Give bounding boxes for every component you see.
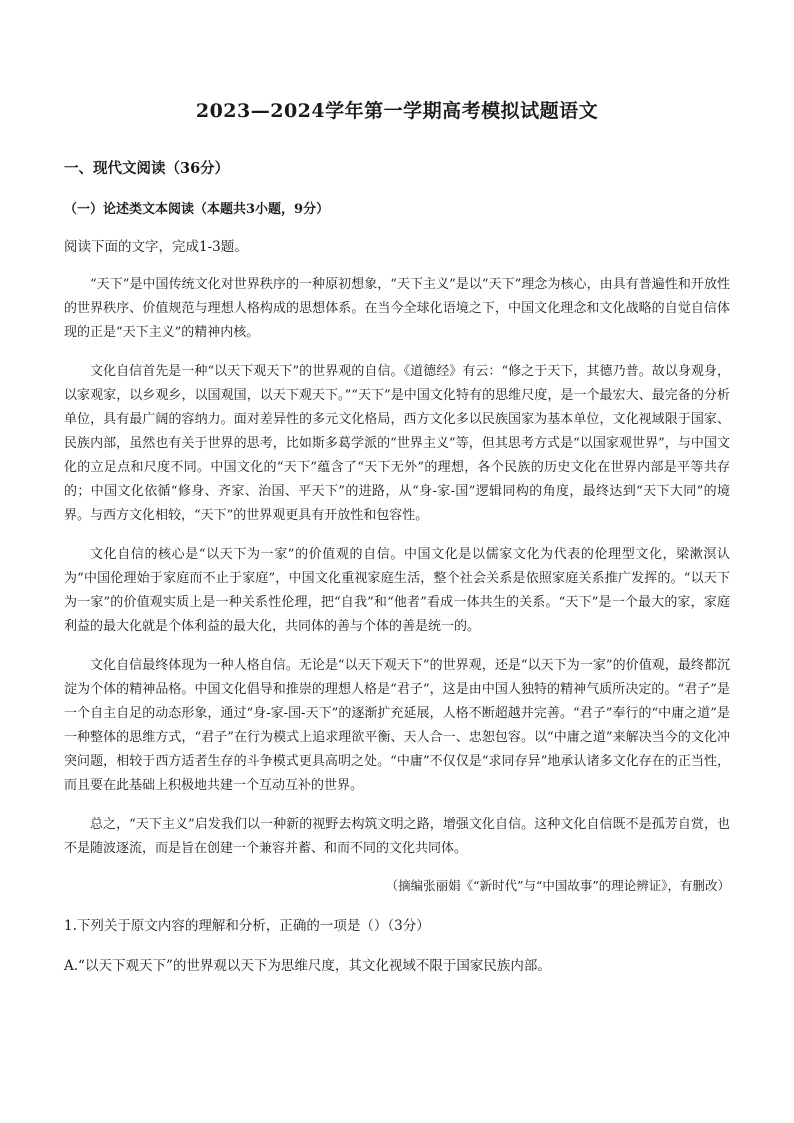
page-title: 2023—2024学年第一学期高考模拟试题语文	[195, 100, 599, 122]
article-paragraph-5: 总之，“天下主义”启发我们以一种新的视野去构筑文明之路，增强文化自信。这种文化自信既不是孤芳自赏，也不是随波逐流，而是旨在创建一个兼容并蓄、和而不同的文化共同体。	[64, 817, 730, 856]
article-paragraph-3: 文化自信的核心是“以天下为一家”的价值观的自信。中国文化是以儒家文化为代表的伦理型文化，梁漱溟认为“中国伦理始于家庭而不止于家庭”，中国文化重视家庭生活，整个社会关系是依照家庭关系推广发挥的。“以天下为一家”的价值观实质上是一种关系性伦理，把“自我”和“他者”看成一体共生的关系。“天下”是一个最大的家，家庭利益的最大化就是个体利益的最大化，共同体的善与个体的善是统一的。	[64, 547, 730, 634]
article-paragraph-2: 文化自信首先是一种“以天下观天下”的世界观的自信。《道德经》有云：“修之于天下，其德乃普。故以身观身，以家观家，以乡观乡，以国观国，以天下观天下。”“天下”是中国文化特有的思维尺度，是一个最宏大、最完备的分析单位，具有最广阔的容纳力。面对差异性的多元文化格局，西方文化多以民族国家为基本单位，文化视域限于国家、民族内部，虽然也有关于世界的思考，比如斯多葛学派的“世界主义”等，但其思考方式是“以国家观世界”，与中国文化的立足点和尺度不同。中国文化的“天下”蕴含了“天下无外”的理想，各个民族的历史文化在世界内部是平等共存的；中国文化依循“修身、齐家、治国、平天下”的进路，从“身-家-国”逻辑同构的角度，最终达到“天下大同”的境界。与西方文化相较，“天下”的世界观更具有开放性和包容性。	[64, 364, 730, 523]
reading-instruction: 阅读下面的文字，完成1-3题。	[64, 239, 248, 255]
subsection-heading: （一）论述类文本阅读（本题共3小题，9分）	[64, 202, 330, 217]
article-source: （摘编张丽娟《“新时代”与“中国故事”的理论辨证》，有删改）	[385, 878, 730, 893]
question-1: 1.下列关于原文内容的理解和分析，正确的一项是（）（3分）	[64, 918, 430, 934]
article-paragraph-1: “天下”是中国传统文化对世界秩序的一种原初想象，“天下主义”是以“天下”理念为核心，由具有普遍性和开放性的世界秩序、价值规范与理想人格构成的思想体系。在当今全球化语境之下，中国文化理念和文化战略的自觉自信体现的正是“天下主义”的精神内核。	[64, 277, 730, 340]
section-heading: 一、现代文阅读（36分）	[64, 160, 230, 177]
article-paragraph-4: 文化自信最终体现为一种人格自信。无论是“以天下观天下”的世界观，还是“以天下为一家”的价值观，最终都沉淀为个体的精神品格。中国文化倡导和推崇的理想人格是“君子”，这是由中国人独特的精神气质所决定的。“君子”是一个自主自足的动态形象，通过“身-家-国-天下”的逐渐扩充延展，人格不断超越并完善。“君子”奉行的“中庸之道”是一种整体的思维方式，“君子”在行为模式上追求理欲平衡、天人合一、忠恕包容。以“中庸之道”来解决当今的文化冲突问题，相较于西方适者生存的斗争模式更具高明之处。“中庸”不仅仅是“求同存异”地承认诸多文化存在的正当性，而且要在此基础上积极地共建一个互动互补的世界。	[64, 658, 730, 793]
option-a: A.“以天下观天下”的世界观以天下为思维尺度，其文化视域不限于国家民族内部。	[64, 958, 551, 974]
